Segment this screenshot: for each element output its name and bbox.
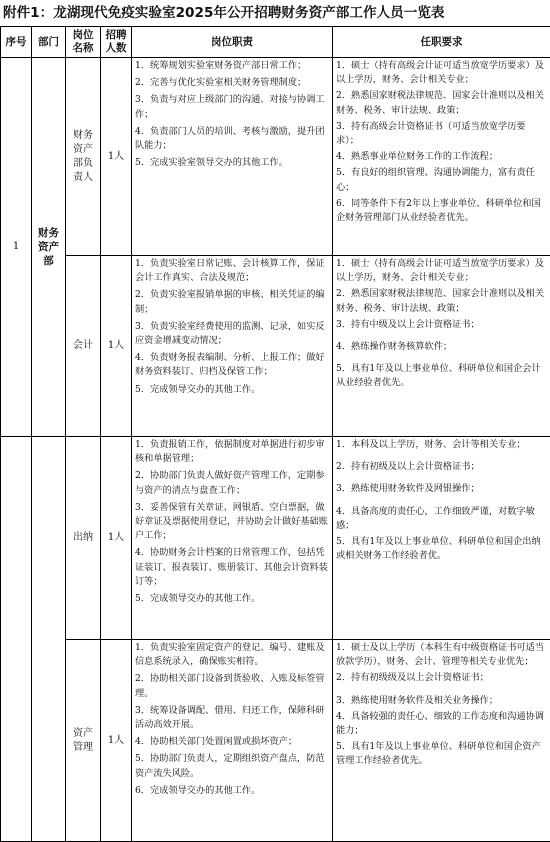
- duties-cell: [132, 437, 333, 640]
- duties-cell: [132, 640, 333, 842]
- requirements-cell: [333, 58, 550, 256]
- requirement-item: 3．熟练使用财务软件及网银操作；: [336, 482, 547, 496]
- header-count-line: 人数: [101, 42, 131, 55]
- requirement-item: 3．持有中级及以上会计资格证书；: [336, 318, 547, 332]
- header-position-line: 名称: [66, 42, 100, 55]
- dept-line: 部: [32, 254, 65, 268]
- document-title: 附件1：龙湖现代免疫实验室2025年公开招聘财务资产部工作人员一览表: [0, 0, 550, 26]
- duty-item: 5．协助部门负责人，定期组织资产盘点，防范资产流失风险。: [135, 752, 329, 780]
- position-line: 资产: [66, 727, 100, 741]
- requirement-item: 1．本科及以上学历，财务、会计等相关专业；: [336, 438, 547, 452]
- position-line: 责人: [66, 171, 100, 185]
- requirement-item: 5．具有1年及以上事业单位、科研单位和国企出纳或相关财务工作经验者优。: [336, 535, 547, 563]
- duty-item: 3．负责实验室经费使用的监测、记录，如实反应资金增减变动情况；: [135, 320, 329, 348]
- position-line: 资产: [66, 143, 100, 157]
- header-position: [66, 27, 101, 58]
- position-cell: 出纳: [66, 437, 101, 640]
- duties-cell: [132, 256, 333, 437]
- count-cell: 1人: [101, 640, 132, 842]
- requirement-item: 3．熟练使用财务软件及相关业务操作；: [336, 694, 547, 708]
- count-cell: 1人: [101, 58, 132, 256]
- position-line: 管理: [66, 741, 100, 755]
- requirement-item: 5．具有1年及以上事业单位、科研单位和国企会计从业经验者优先。: [336, 362, 547, 390]
- seq-cell: 1: [1, 58, 32, 437]
- position-line: 部负: [66, 157, 100, 171]
- duty-item: 4．协助财务会计档案的日常管理工作，包括凭证装订、报表装订、账册装订、其他会计资料装订等；: [135, 546, 329, 589]
- duty-item: 6．完成领导交办的其他工作。: [135, 784, 329, 798]
- requirement-item: 2．熟悉国家财税法律规范、国家会计准则以及相关财务、税务、审计法规、政策；: [336, 287, 547, 315]
- requirement-item: 2．持有初级级及以上会计资格证书；: [336, 671, 547, 685]
- duty-item: 4．负责财务报表编制、分析、上报工作；做好财务资料装订、归档及保管工作；: [135, 351, 329, 379]
- position-cell: [66, 640, 101, 842]
- requirement-item: 5．有良好的组织管理、沟通协调能力，富有责任心；: [336, 166, 547, 194]
- duty-item: 4．协助相关部门处置闲置或损坏资产；: [135, 735, 329, 749]
- duty-item: 1．负责实验室日常记账、会计核算工作，保证会计工作真实、合法及规范；: [135, 257, 329, 285]
- requirements-cell: [333, 437, 550, 640]
- duty-item: 3．负责与对应上级部门的沟通、对接与协调工作；: [135, 93, 329, 121]
- dept-line: 资产: [32, 240, 65, 254]
- table-row: [1, 256, 550, 437]
- requirement-item: 1．硕士（持有高级会计证可适当放宽学历要求）及以上学历，财务、会计相关专业；: [336, 257, 547, 285]
- table-header-row: [1, 27, 550, 58]
- header-count: [101, 27, 132, 58]
- header-requirements: 任职要求: [333, 27, 550, 58]
- requirement-item: 2．持有初级及以上会计资格证书；: [336, 460, 547, 474]
- table-row: [1, 640, 550, 842]
- requirement-item: 1．硕士及以上学历（本科生有中级资格证书可适当放款学历），财务、会计、管理等相关专业优先；: [336, 641, 547, 669]
- duty-item: 1．负责实验室固定资产的登记、编号、建账及信息系统录入，确保账实相符。: [135, 641, 329, 669]
- position-cell: [66, 58, 101, 256]
- duty-item: 2．协助部门负责人做好资产管理工作，定期参与资产的清点与盘查工作；: [135, 469, 329, 497]
- duty-item: 3．妥善保管有关章证、网银盾、空白票据，做好章证及票据使用登记，并协助会计做好基础账户工作；: [135, 501, 329, 544]
- dept-cell: [32, 58, 66, 437]
- header-count-line: 招聘: [101, 29, 131, 42]
- header-seq: 序号: [1, 27, 32, 58]
- requirement-item: 3．持有高级会计资格证书（可适当放宽学历要求）；: [336, 120, 547, 148]
- requirement-item: 6．同等条件下有2年以上事业单位、科研单位和国企财务管理部门从业经验者优先。: [336, 197, 547, 225]
- dept-cell-empty: [32, 437, 66, 842]
- dept-line: 财务: [32, 226, 65, 240]
- duty-item: 2．负责实验室报销单据的审核、相关凭证的编制；: [135, 288, 329, 316]
- count-cell: 1人: [101, 437, 132, 640]
- seq-cell-empty: [1, 437, 32, 842]
- header-duty: 岗位职责: [132, 27, 333, 58]
- duty-item: 1．统筹规划实验室财务资产部日常工作；: [135, 59, 329, 73]
- table-row: [1, 58, 550, 256]
- requirement-item: 1．硕士（持有高级会计证可适当放宽学历要求）及以上学历，财务、会计相关专业；: [336, 59, 547, 87]
- duty-item: 5．完成实验室领导交办的其他工作。: [135, 156, 329, 170]
- duty-item: 2．协助相关部门设备到货验收、入账及标签管理。: [135, 672, 329, 700]
- count-cell: 1人: [101, 256, 132, 437]
- duty-item: 5．完成领导交办的其他工作。: [135, 383, 329, 397]
- header-position-line: 岗位: [66, 29, 100, 42]
- position-cell: 会计: [66, 256, 101, 437]
- duty-item: 1．负责报销工作，依据制度对单据进行初步审核和单据管理；: [135, 438, 329, 466]
- header-dept: 部门: [32, 27, 66, 58]
- requirement-item: 4．具备较强的责任心、细致的工作态度和沟通协调能力；: [336, 710, 547, 738]
- position-line: 财务: [66, 129, 100, 143]
- requirements-cell: [333, 256, 550, 437]
- table-row: [1, 437, 550, 640]
- requirement-item: 4．具备高度的责任心，工作细致严谨，对数字敏感；: [336, 505, 547, 533]
- requirements-cell: [333, 640, 550, 842]
- recruitment-table: [0, 26, 550, 842]
- duty-item: 2．完善与优化实验室相关财务管理制度；: [135, 76, 329, 90]
- requirement-item: 5．具有1年及以上事业单位、科研单位和国企资产管理工作经验者优先。: [336, 740, 547, 768]
- requirement-item: 4．熟练操作财务核算软件；: [336, 340, 547, 354]
- duty-item: 3．统筹设备调配、借用、归还工作，保障科研活动高效开展。: [135, 704, 329, 732]
- duty-item: 5．完成领导交办的其他工作。: [135, 592, 329, 606]
- duty-item: 4．负责部门人员的培训、考核与激励，提升团队能力；: [135, 125, 329, 153]
- requirement-item: 4．熟悉事业单位财务工作的工作流程；: [336, 150, 547, 164]
- requirement-item: 2．熟悉国家财税法律规范、国家会计准则以及相关财务、税务、审计法规、政策；: [336, 89, 547, 117]
- duties-cell: [132, 58, 333, 256]
